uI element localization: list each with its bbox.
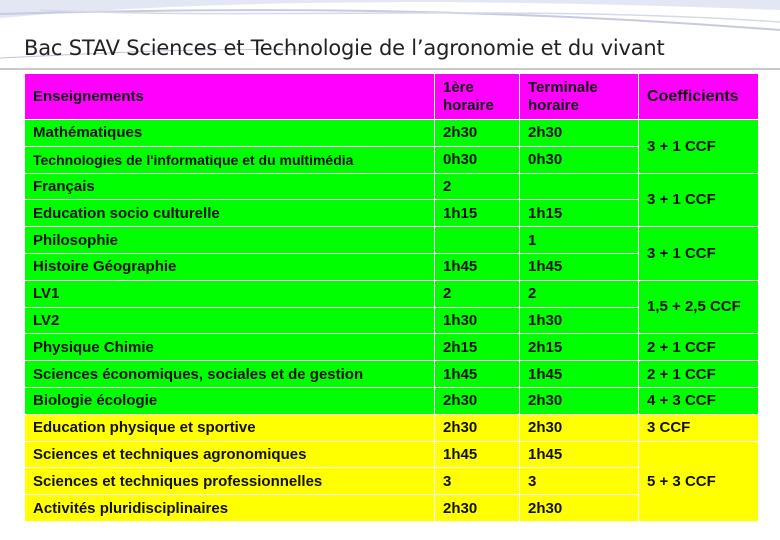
subject-cell: Physique Chimie (25, 334, 435, 361)
terminal-cell: 0h30 (520, 146, 639, 173)
curriculum-table (24, 73, 759, 522)
table-row (25, 361, 759, 388)
page-title: Bac STAV Sciences et Technologie de l’agronomie et du vivant (24, 36, 665, 60)
coefficient-cell: 3 + 1 CCF (639, 227, 759, 281)
subject-cell: Activités pluridisciplinaires (25, 495, 435, 522)
coefficient-cell: 5 + 3 CCF (639, 441, 759, 521)
terminal-cell (520, 173, 639, 200)
subject-cell: Sciences économiques, sociales et de gestion (25, 361, 435, 388)
subject-cell: Sciences et techniques agronomiques (25, 441, 435, 468)
terminal-cell: 2h15 (520, 334, 639, 361)
first-year-cell: 1h45 (435, 441, 520, 468)
subject-cell: Education physique et sportive (25, 414, 435, 441)
first-year-cell: 2 (435, 173, 520, 200)
first-year-cell: 1h45 (435, 253, 520, 280)
table-row (25, 441, 759, 468)
table-header-row (25, 74, 759, 120)
terminal-cell: 1h45 (520, 253, 639, 280)
first-year-cell: 2h15 (435, 334, 520, 361)
coefficient-cell: 2 + 1 CCF (639, 334, 759, 361)
first-year-cell (435, 227, 520, 254)
coefficient-cell: 3 + 1 CCF (639, 173, 759, 227)
subject-cell: Mathématiques (25, 120, 435, 147)
subject-cell: Français (25, 173, 435, 200)
first-year-cell: 2 (435, 280, 520, 307)
terminal-cell: 1h45 (520, 441, 639, 468)
table-row (25, 173, 759, 200)
terminal-cell: 2h30 (520, 495, 639, 522)
subject-cell: Histoire Géographie (25, 253, 435, 280)
first-year-cell: 1h30 (435, 307, 520, 334)
table-row (25, 387, 759, 414)
first-year-cell: 1h45 (435, 361, 520, 388)
table-row (25, 414, 759, 441)
header-subject: Enseignements (25, 74, 435, 120)
first-year-cell: 2h30 (435, 120, 520, 147)
table-row (25, 280, 759, 307)
terminal-cell: 1h30 (520, 307, 639, 334)
table-row (25, 227, 759, 254)
coefficient-cell: 4 + 3 CCF (639, 387, 759, 414)
coefficient-cell: 2 + 1 CCF (639, 361, 759, 388)
first-year-cell: 2h30 (435, 495, 520, 522)
terminal-cell: 2h30 (520, 387, 639, 414)
subject-cell: Sciences et techniques professionnelles (25, 468, 435, 495)
header-coefficients: Coefficients (639, 74, 759, 120)
coefficient-cell: 3 + 1 CCF (639, 120, 759, 174)
coefficient-cell: 1,5 + 2,5 CCF (639, 280, 759, 334)
terminal-cell: 2h30 (520, 414, 639, 441)
first-year-cell: 2h30 (435, 414, 520, 441)
first-year-cell: 2h30 (435, 387, 520, 414)
subject-cell: Philosophie (25, 227, 435, 254)
subject-cell: Education socio culturelle (25, 200, 435, 227)
table-row (25, 120, 759, 147)
terminal-cell: 3 (520, 468, 639, 495)
subject-cell: Biologie écologie (25, 387, 435, 414)
subject-cell: Technologies de l'informatique et du multimédia (25, 146, 435, 173)
terminal-cell: 2h30 (520, 120, 639, 147)
first-year-cell: 0h30 (435, 146, 520, 173)
subject-cell: LV2 (25, 307, 435, 334)
table-row (25, 334, 759, 361)
header-first-year: 1ère horaire (435, 74, 520, 120)
terminal-cell: 1h45 (520, 361, 639, 388)
terminal-cell: 1h15 (520, 200, 639, 227)
subject-cell: LV1 (25, 280, 435, 307)
first-year-cell: 1h15 (435, 200, 520, 227)
header-terminal: Terminale horaire (520, 74, 639, 120)
terminal-cell: 1 (520, 227, 639, 254)
coefficient-cell: 3 CCF (639, 414, 759, 441)
title-divider (0, 68, 780, 70)
terminal-cell: 2 (520, 280, 639, 307)
first-year-cell: 3 (435, 468, 520, 495)
